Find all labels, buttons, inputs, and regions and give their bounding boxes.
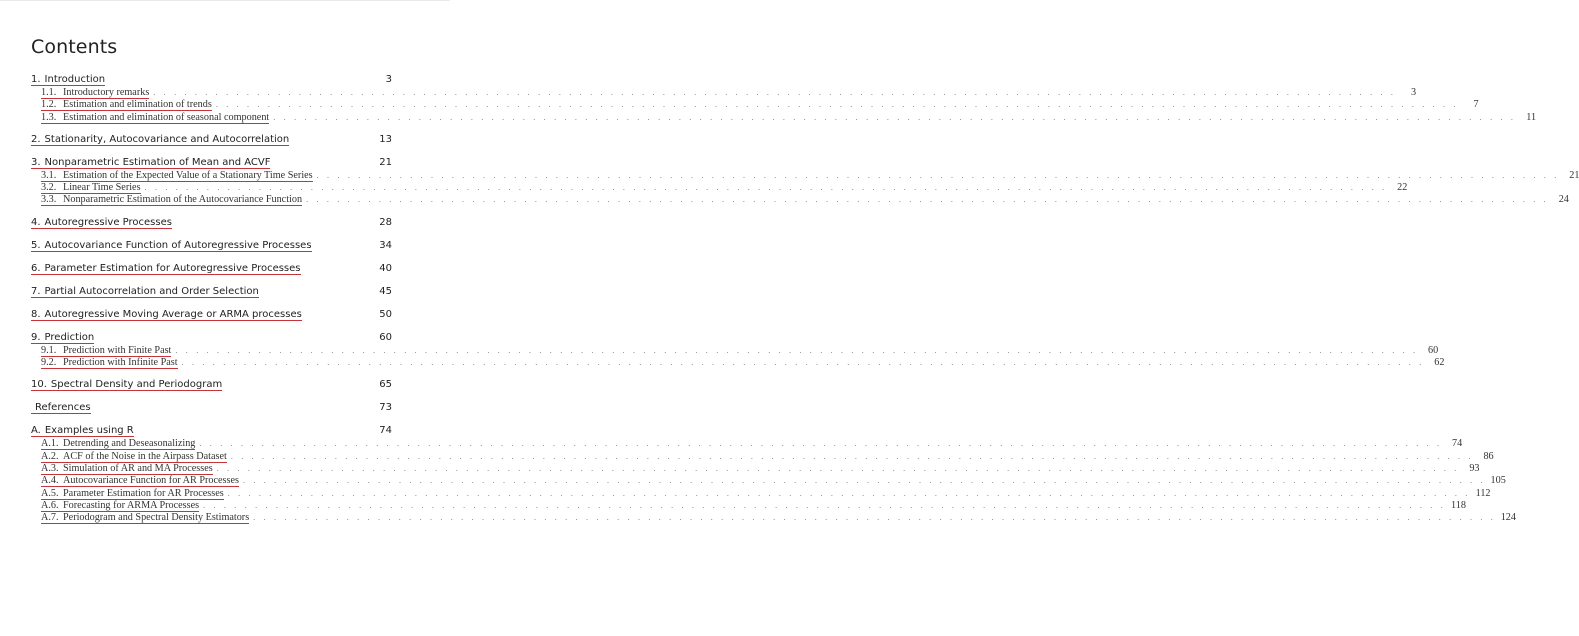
toc-subsection-title: Nonparametric Estimation of the Autocovariance Function — [63, 194, 303, 206]
toc-section — [31, 425, 1516, 524]
toc-subsection-title: Parameter Estimation for AR Processes — [63, 487, 224, 499]
toc-subsection-label[interactable] — [41, 345, 171, 357]
toc-subsection-number: 3.3. — [41, 194, 57, 206]
toc-subsection-title: Estimation and elimination of trends — [63, 99, 212, 111]
toc-section-title: Partial Autocorrelation and Order Selection — [44, 285, 259, 297]
toc-subsection-label[interactable] — [41, 451, 227, 463]
toc-subsection-label[interactable] — [41, 500, 199, 512]
toc-subsection-label[interactable] — [41, 170, 313, 182]
toc-subsection-page: 3 — [1411, 87, 1417, 98]
toc-subsection-label[interactable] — [41, 194, 302, 206]
toc-subsection-label[interactable] — [41, 488, 224, 500]
toc-section — [31, 240, 392, 253]
toc-section-title: Prediction — [44, 331, 95, 343]
toc-subsection-title: Autocovariance Function for AR Processes — [63, 475, 239, 487]
toc-section-link[interactable] — [31, 217, 392, 230]
toc-section-page: 3 — [385, 74, 392, 85]
toc-section-page: 50 — [379, 308, 392, 320]
toc-subsection-label[interactable] — [41, 87, 149, 99]
toc-section — [31, 286, 392, 299]
toc-subsection-underline — [41, 87, 149, 99]
toc-subsection-link[interactable] — [31, 438, 1463, 450]
toc-subsection-underline — [41, 357, 178, 369]
toc-section-link[interactable] — [31, 74, 392, 87]
toc-subsection-link[interactable] — [31, 357, 1445, 369]
toc-section-link[interactable] — [31, 332, 392, 345]
toc-subsection-page: 112 — [1475, 487, 1491, 499]
toc-subsection-title: ACF of the Noise in the Airpass Dataset — [63, 450, 227, 462]
toc-dot-leader: . . . . . . . . . . . . . . . . . . . . . . . . . . . . . . . . . . . . . . . . . . . . . . . . . . . . . . . . . . . . . . . . . . . . . . . . . . . . . . . . . . . . . . . . . . . . . . . . . . . . . . . . . . . . . . . . . . . . . . . . — [230, 451, 1474, 461]
toc-subsection-title: Prediction with Infinite Past — [63, 357, 178, 369]
toc-subsection-link[interactable] — [31, 111, 1537, 124]
toc-subsection-page: 21 — [1569, 169, 1579, 181]
toc-subsection-title: Introductory remarks — [63, 87, 150, 98]
toc-section-page: 45 — [379, 285, 392, 297]
toc-dot-leader: . . . . . . . . . . . . . . . . . . . . . . . . . . . . . . . . . . . . . . . . . . . . . . . . . . . . . . . . . . . . . . . . . . . . . . . . . . . . . . . . . . . . . . . . . . . . . . . . . . . . . . . . . . . . . . . . . . . . . . . . — [216, 463, 1460, 473]
toc-section-label[interactable] — [31, 379, 222, 391]
toc-section-label[interactable] — [31, 240, 312, 252]
toc-dot-leader: . . . . . . . . . . . . . . . . . . . . . . . . . . . . . . . . . . . . . . . . . . . . . . . . . . . . . . . . . . . . . . . . . . . . . . . . . . . . . . . . . . . . . . . . . . . . . . . . . . . . . . . . . . . . . . . . . . . . . . . . — [242, 476, 1486, 486]
toc-subsection-link[interactable] — [31, 194, 1569, 206]
toc-section-title: Nonparametric Estimation of Mean and ACVF — [44, 156, 271, 168]
toc-subsection-page: 22 — [1397, 182, 1408, 194]
toc-subsection-title: Simulation of AR and MA Processes — [63, 462, 213, 474]
toc-dot-leader: . . . . . . . . . . . . . . . . . . . . . . . . . . . . . . . . . . . . . . . . . . . . . . . . . . . . . . . . . . . . . . . . . . . . . . . . . . . . . . . . . . . . . . . . . . . . . . . . . . . . . . . . . . . . . . . . . . . . . . . . — [215, 100, 1459, 110]
toc-section-page: 60 — [379, 331, 392, 343]
toc-section-label[interactable] — [31, 286, 259, 298]
toc-section-title: Autocovariance Function of Autoregressive Processes — [44, 239, 312, 251]
toc-subsection-link[interactable] — [31, 499, 1466, 512]
toc-section-label[interactable] — [31, 263, 301, 275]
toc-dot-leader: . . . . . . . . . . . . . . . . . . . . . . . . . . . . . . . . . . . . . . . . . . . . . . . . . . . . . . . . . . . . . . . . . . . . . . . . . . . . . . . . . . . . . . . . . . . . . . . . . . . . . . . . . . . . . . . . . . . . . . . . — [306, 195, 1549, 205]
toc-subsection-label[interactable] — [41, 475, 239, 487]
toc-subsection-label[interactable] — [41, 512, 249, 524]
toc-section-number: 7. — [31, 285, 41, 297]
toc-subsection-number: A.1. — [41, 438, 59, 450]
toc-subsection-title: Estimation of the Expected Value of a Stationary Time Series — [63, 169, 313, 181]
toc-dot-leader: . . . . . . . . . . . . . . . . . . . . . . . . . . . . . . . . . . . . . . . . . . . . . . . . . . . . . . . . . . . . . . . . . . . . . . . . . . . . . . . . . . . . . . . . . . . . . . . . . . . . . . . . . . . . . . . . . . . . . . . . — [253, 513, 1496, 523]
toc-subsection-underline — [41, 99, 212, 111]
toc-dot-leader: . . . . . . . . . . . . . . . . . . . . . . . . . . . . . . . . . . . . . . . . . . . . . . . . . . . . . . . . . . . . . . . . . . . . . . . . . . . . . . . . . . . . . . . . . . . . . . . . . . . . . . . . . . . . . . . . . . . . . . . . — [316, 170, 1560, 180]
toc-section — [31, 263, 392, 276]
toc-subsection-page: 60 — [1428, 344, 1439, 356]
toc-subsection-page: 24 — [1558, 194, 1569, 206]
toc-subsection-number: A.3. — [41, 462, 59, 474]
toc-section — [31, 134, 392, 147]
toc-subsection-underline — [41, 512, 249, 524]
toc-section — [31, 74, 1537, 124]
toc-dot-leader: . . . . . . . . . . . . . . . . . . . . . . . . . . . . . . . . . . . . . . . . . . . . . . . . . . . . . . . . . . . . . . . . . . . . . . . . . . . . . . . . . . . . . . . . . . . . . . . . . . . . . . . . . . . . . . . . . . . . . . . . — [144, 183, 1388, 193]
toc-section-label[interactable] — [31, 332, 94, 344]
toc-subsection-number: A.7. — [41, 512, 59, 524]
toc-dot-leader: . . . . . . . . . . . . . . . . . . . . . . . . . . . . . . . . . . . . . . . . . . . . . . . . . . . . . . . . . . . . . . . . . . . . . . . . . . . . . . . . . . . . . . . . . . . . . . . . . . . . . . . . . . . . . . . . . . . . . . . . — [273, 112, 1517, 122]
toc-section-title: References — [35, 402, 91, 414]
toc-section-number: A. — [31, 425, 41, 437]
toc-section-link[interactable] — [31, 425, 392, 438]
toc-section-link[interactable] — [31, 157, 392, 170]
toc-subsection-underline — [41, 345, 171, 357]
toc-section-number: 1. — [31, 74, 41, 85]
toc-subsection-number: 3.2. — [41, 182, 57, 194]
toc-subsection-underline — [41, 438, 195, 450]
toc-section-page: 28 — [379, 216, 392, 228]
toc-subsection-link[interactable] — [31, 344, 1439, 357]
toc-section-label[interactable] — [31, 425, 134, 437]
toc-subsection-number: 9.2. — [41, 357, 57, 369]
toc-subsection-link[interactable] — [31, 182, 1408, 194]
toc-section — [31, 379, 392, 392]
toc-subsection-link[interactable] — [31, 99, 1479, 111]
toc-subsection-underline — [41, 194, 302, 206]
toc-section-label[interactable] — [31, 74, 105, 86]
toc-subsection-title: Periodogram and Spectral Density Estimators — [63, 512, 250, 524]
toc-section-page: 40 — [379, 262, 392, 274]
toc-section-link[interactable] — [31, 379, 392, 392]
toc-section-title: Spectral Density and Periodogram — [50, 379, 223, 391]
toc-section-number: 3. — [31, 156, 41, 168]
toc-section-number: 4. — [31, 216, 41, 228]
toc-section-number: 6. — [31, 262, 41, 274]
table-of-contents — [31, 74, 1579, 534]
toc-dot-leader: . . . . . . . . . . . . . . . . . . . . . . . . . . . . . . . . . . . . . . . . . . . . . . . . . . . . . . . . . . . . . . . . . . . . . . . . . . . . . . . . . . . . . . . . . . . . . . . . . . . . . . . . . . . . . . . . . . . . . . . . — [181, 358, 1425, 368]
toc-subsection-number: A.5. — [41, 487, 59, 499]
toc-section-link[interactable] — [31, 134, 392, 147]
toc-subsection-label[interactable] — [41, 438, 195, 450]
toc-section-number: 8. — [31, 308, 41, 320]
toc-section-label[interactable] — [31, 217, 172, 229]
toc-section-page: 34 — [379, 239, 392, 251]
toc-section-label[interactable] — [31, 402, 91, 414]
toc-section-number: 2. — [31, 133, 41, 145]
toc-section-title: Parameter Estimation for Autoregressive Processes — [44, 262, 301, 274]
toc-section-page: 13 — [379, 133, 392, 145]
toc-subsection-underline — [41, 500, 199, 512]
toc-subsection-number: 1.2. — [41, 99, 57, 111]
toc-section-page: 74 — [379, 425, 392, 437]
toc-subsection-number: 1.1. — [41, 87, 57, 98]
toc-subsection-title: Detrending and Deseasonalizing — [63, 438, 196, 450]
toc-subsection-link[interactable] — [31, 512, 1516, 524]
toc-subsection-label[interactable] — [41, 112, 269, 124]
toc-subsection-number: 9.1. — [41, 344, 57, 356]
toc-subsection-underline — [41, 488, 224, 500]
toc-dot-leader: . . . . . . . . . . . . . . . . . . . . . . . . . . . . . . . . . . . . . . . . . . . . . . . . . . . . . . . . . . . . . . . . . . . . . . . . . . . . . . . . . . . . . . . . . . . . . . . . . . . . . . . . . . . . . . . . . . . . . . . . — [199, 439, 1443, 449]
toc-section-title: Autoregressive Processes — [44, 216, 172, 228]
toc-section-number: 9. — [31, 331, 41, 343]
toc-subsection-number: 1.3. — [41, 111, 57, 123]
toc-subsection-title: Estimation and elimination of seasonal component — [63, 111, 270, 123]
toc-section — [31, 331, 1445, 370]
toc-subsection-page: 93 — [1469, 462, 1480, 474]
toc-section-title: Introduction — [44, 74, 106, 85]
toc-subsection-title: Linear Time Series — [63, 182, 141, 194]
toc-section — [31, 156, 1579, 207]
toc-section-label[interactable] — [31, 157, 270, 169]
toc-section-page: 73 — [379, 402, 392, 414]
contents-heading: Contents — [31, 36, 118, 58]
toc-subsection-link[interactable] — [31, 462, 1480, 475]
toc-subsection-underline — [41, 170, 313, 182]
toc-section-number: 10. — [31, 379, 47, 391]
toc-section-link[interactable] — [31, 309, 392, 322]
toc-subsection-label[interactable] — [41, 357, 178, 369]
toc-section-title: Stationarity, Autocovariance and Autocorrelation — [44, 133, 290, 145]
toc-subsection-link[interactable] — [31, 87, 1417, 99]
toc-section-link[interactable] — [31, 286, 392, 299]
toc-subsection-number: A.6. — [41, 499, 59, 511]
toc-subsection-page: 118 — [1451, 499, 1466, 511]
toc-dot-leader: . . . . . . . . . . . . . . . . . . . . . . . . . . . . . . . . . . . . . . . . . . . . . . . . . . . . . . . . . . . . . . . . . . . . . . . . . . . . . . . . . . . . . . . . . . . . . . . . . . . . . . . . . . . . . . . . . . . . . . . . — [203, 500, 1446, 510]
toc-section-number: 5. — [31, 239, 41, 251]
toc-subsection-label[interactable] — [41, 99, 212, 111]
toc-section-label[interactable] — [31, 309, 302, 321]
toc-dot-leader: . . . . . . . . . . . . . . . . . . . . . . . . . . . . . . . . . . . . . . . . . . . . . . . . . . . . . . . . . . . . . . . . . . . . . . . . . . . . . . . . . . . . . . . . . . . . . . . . . . . . . . . . . . . . . . . . . . . . . . . . — [175, 345, 1419, 355]
toc-subsection-page: 74 — [1452, 438, 1463, 450]
toc-subsection-underline — [41, 451, 227, 463]
toc-section — [31, 402, 392, 415]
toc-section — [31, 309, 392, 322]
toc-subsection-label[interactable] — [41, 463, 213, 475]
toc-subsection-page: 62 — [1434, 357, 1445, 369]
toc-subsection-title: Forecasting for ARMA Processes — [63, 499, 200, 511]
toc-subsection-underline — [41, 182, 141, 194]
toc-dot-leader: . . . . . . . . . . . . . . . . . . . . . . . . . . . . . . . . . . . . . . . . . . . . . . . . . . . . . . . . . . . . . . . . . . . . . . . . . . . . . . . . . . . . . . . . . . . . . . . . . . . . . . . . . . . . . . . . . . . . . . . . — [227, 488, 1471, 498]
toc-subsection-page: 86 — [1483, 450, 1494, 462]
toc-section-link[interactable] — [31, 402, 392, 415]
toc-section-label[interactable] — [31, 134, 289, 146]
toc-subsection-underline — [41, 112, 269, 124]
toc-subsection-link[interactable] — [31, 450, 1494, 463]
toc-section-link[interactable] — [31, 263, 392, 276]
toc-subsection-label[interactable] — [41, 182, 141, 194]
toc-subsection-number: A.4. — [41, 475, 59, 487]
toc-subsection-link[interactable] — [31, 169, 1579, 182]
toc-section — [31, 217, 392, 230]
toc-subsection-page: 11 — [1526, 111, 1537, 123]
toc-section-page: 65 — [379, 379, 392, 391]
toc-subsection-link[interactable] — [31, 487, 1491, 500]
toc-section-title: Examples using R — [44, 425, 134, 437]
toc-section-title: Autoregressive Moving Average or ARMA processes — [44, 308, 302, 320]
toc-subsection-page: 124 — [1500, 512, 1516, 524]
toc-section-page: 21 — [379, 156, 392, 168]
toc-subsection-page: 105 — [1490, 475, 1506, 487]
toc-subsection-title: Prediction with Finite Past — [63, 344, 172, 356]
toc-subsection-number: A.2. — [41, 450, 59, 462]
toc-section-link[interactable] — [31, 240, 392, 253]
toc-subsection-underline — [41, 463, 213, 475]
toc-subsection-page: 7 — [1473, 99, 1479, 111]
toc-subsection-number: 3.1. — [41, 169, 57, 181]
toc-dot-leader: . . . . . . . . . . . . . . . . . . . . . . . . . . . . . . . . . . . . . . . . . . . . . . . . . . . . . . . . . . . . . . . . . . . . . . . . . . . . . . . . . . . . . . . . . . . . . . . . . . . . . . . . . . . . . . . . . . . . . . . . — [153, 88, 1397, 97]
toc-subsection-link[interactable] — [31, 475, 1506, 487]
toc-subsection-underline — [41, 475, 239, 487]
